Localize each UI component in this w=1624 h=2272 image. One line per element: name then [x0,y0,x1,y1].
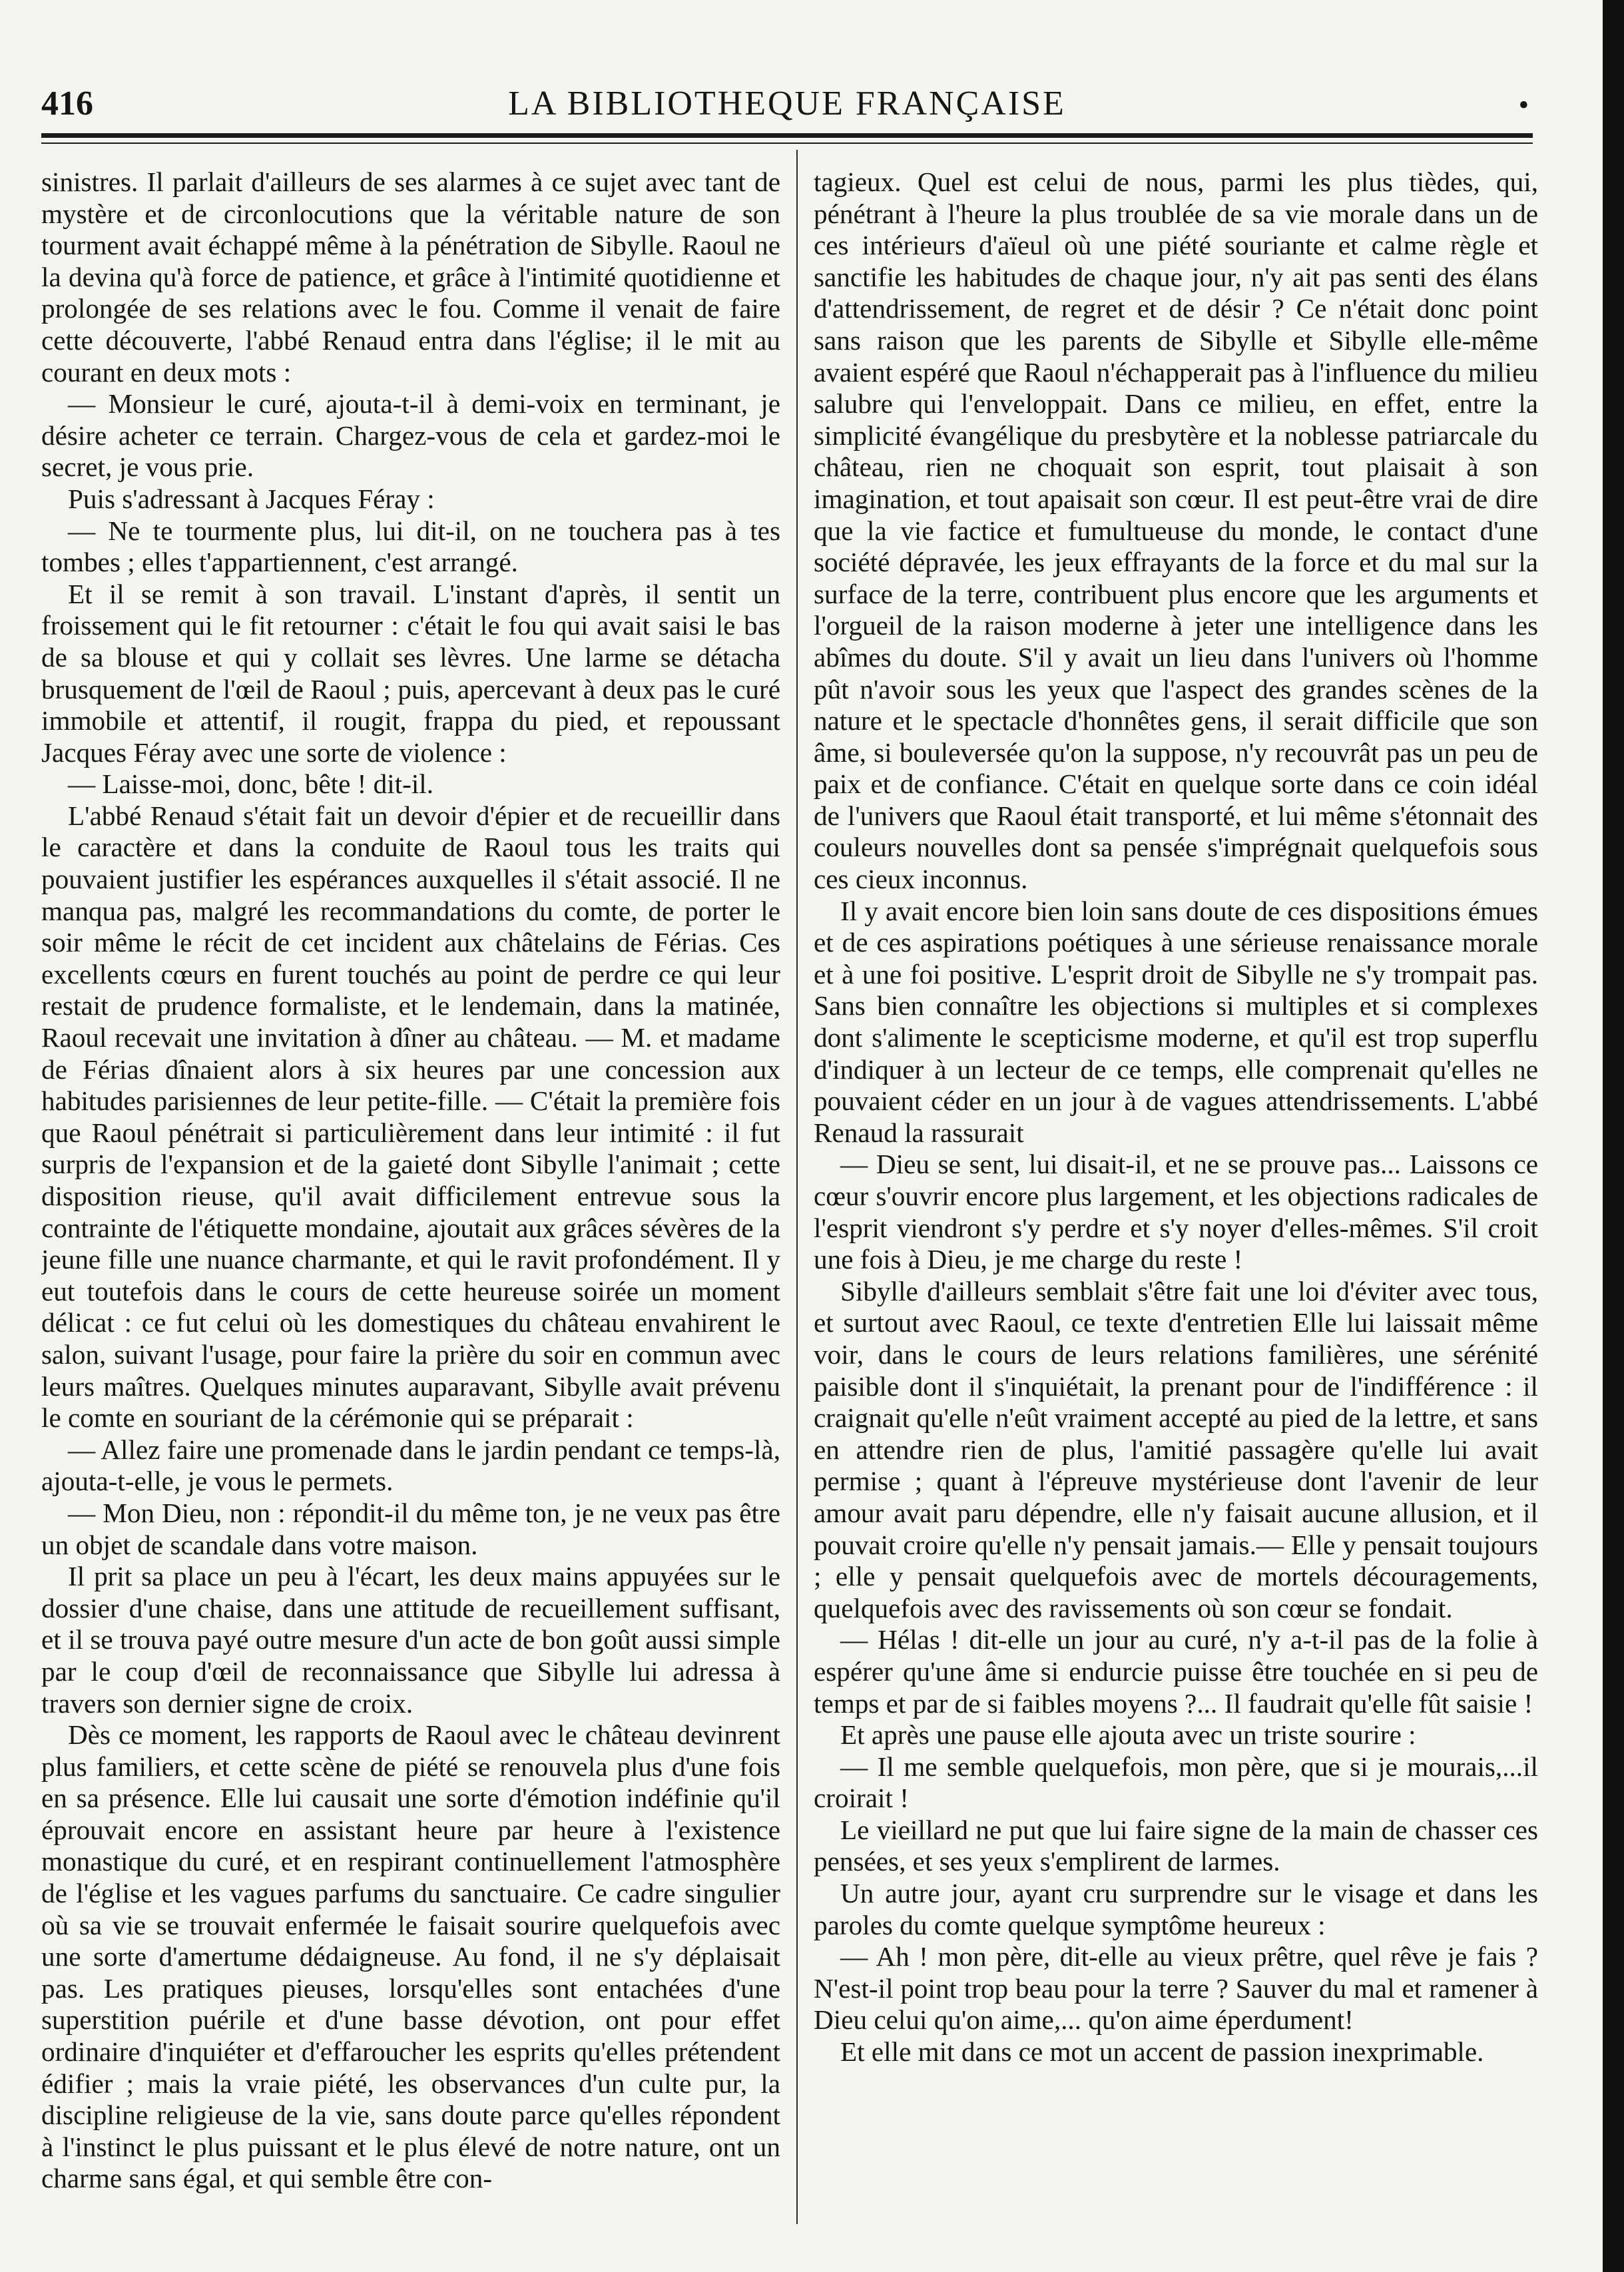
paragraph: L'abbé Renaud s'était fait un devoir d'épier et de recueillir dans le caractère et dans la conduite de Raoul tous les traits qui pouvaient justifier les espérances auxquelles il s'était associé. Il ne manqua pas, malgré les recommandations du comte, de porter le soir même le récit de cet incident aux châtelains de Férias. Ces excellents cœurs en furent touchés au point de perdre ce qui leur restait de prudence formaliste, et le lendemain, dans la matinée, Raoul recevait une invitation à dîner au château. — M. et madame de Férias dînaient alors à six heures par une concession aux habitudes parisiennes de leur petite-fille. — C'était la première fois que Raoul pénétrait si particulièrement dans leur intimité : il fut surpris de l'expansion et de la gaieté dont Sibylle l'animait ; cette disposition rieuse, qu'il avait difficilement entrevue sous la contrainte de l'étiquette mondaine, ajoutait aux grâces sévères de la jeune fille une nuance charmante, et qui le ravit profondément. Il y eut toutefois dans le cours de cette heureuse soirée un moment délicat : ce fut celui où les domestiques du château envahirent le salon, suivant l'usage, pour faire la prière du soir en commun avec leurs maîtres. Quelques minutes auparavant, Sibylle avait prévenu le comte en souriant de la cérémonie qui se préparait : [41,800,780,1434]
paragraph: — Monsieur le curé, ajouta-t-il à demi-voix en terminant, je désire acheter ce terrain. Chargez-vous de cela et gardez-moi le secret, je vous prie. [41,388,780,483]
paragraph: Il y avait encore bien loin sans doute de ces dispositions émues et de ces aspirations poétiques à une sérieuse renaissance morale et à une foi positive. L'esprit droit de Sibylle ne s'y trompait pas. Sans bien connaître les objections si multiples et si complexes dont s'alimente le scepticisme moderne, et qu'il est trop superflu d'indiquer à un lecteur de ce temps, elle comprenait qu'elles ne pouvaient céder en un jour à de vagues attendrissements. L'abbé Renaud la rassurait [814,895,1538,1148]
paragraph: Dès ce moment, les rapports de Raoul avec le château devinrent plus familiers, et cette scène de piété se renouvela plus d'une fois en sa présence. Elle lui causait une sorte d'émotion indéfinie qu'il éprouvait encore en assistant heure par heure à l'existence monastique du curé, et en respirant continuellement l'atmosphère de l'église et les vagues parfums du sanctuaire. Ce cadre singulier où sa vie se trouvait enfermée le faisait sourire quelquefois avec une sorte d'amertume dédaigneuse. Au fond, il ne s'y déplaisait pas. Les pratiques pieuses, lorsqu'elles sont entachées d'une superstition puérile et d'une basse dévotion, ont pour effet ordinaire d'inquiéter et d'effaroucher les esprits qu'elles prétendent édifier ; mais la vraie piété, les observances d'un culte pur, la discipline religieuse de la vie, sans doute parce qu'elles répondent à l'instinct le plus puissant et le plus élevé de notre nature, ont un charme sans égal, et qui semble être con- [41,1719,780,2194]
paragraph: Et après une pause elle ajouta avec un triste sourire : [840,1719,1416,1751]
paragraph: Il prit sa place un peu à l'écart, les deux mains appuyées sur le dossier d'une chaise, dans une attitude de recueillement suffisant, et il se trouva payé outre mesure d'un acte de bon goût aussi simple par le coup d'œil de reconnaissance que Sibylle lui adressa à travers son dernier signe de croix. [41,1561,780,1719]
left-column [41,166,780,2224]
paragraph: Sibylle d'ailleurs semblait s'être fait une loi d'éviter avec tous, et surtout avec Raoul, ce texte d'entretien Elle lui laissait même voir, dans le cours de leurs relations familières, une sérénité paisible dont il s'inquiétait, la prenant pour de l'indifférence : il craignait qu'elle n'eût vraiment accepté au pied de la lettre, et sans en attendre rien de plus, l'amitié passagère qu'elle lui avait permise ; quant à l'épreuve mystérieuse dont l'avenir de leur amour avait paru dépendre, elle n'y faisait aucune allusion, et il pouvait croire qu'elle n'y pensait jamais.— Elle y pensait toujours ; elle y pensait quelquefois avec de mortels découragements, quelquefois avec des ravissements où son cœur se fondait. [814,1275,1538,1623]
paragraph: sinistres. Il parlait d'ailleurs de ses alarmes à ce sujet avec tant de mystère et de circonlocutions que la véritable nature de son tourment avait échappé même à la pénétration de Sibylle. Raoul ne la devina qu'à force de patience, et grâce à l'intimité quotidienne et prolongée de ses relations avec le fou. Comme il venait de faire cette découverte, l'abbé Renaud entra dans l'église; il le mit au courant en deux mots : [41,166,780,388]
paragraph: Le vieillard ne put que lui faire signe de la main de chasser ces pensées, et ses yeux s'emplirent de larmes. [814,1814,1538,1877]
paragraph: Et il se remit à son travail. L'instant d'après, il sentit un froissement qui le fit retourner : c'était le fou qui avait saisi le bas de sa blouse et qui y collait ses lèvres. Une larme se détacha brusquement de l'œil de Raoul ; puis, apercevant à deux pas le curé immobile et attentif, il rougit, frappa du pied, et repoussant Jacques Féray avec une sorte de violence : [41,578,780,768]
paragraph: — Laisse-moi, donc, bête ! dit-il. [68,768,434,800]
paragraph: tagieux. Quel est celui de nous, parmi les plus tièdes, qui, pénétrant à l'heure la plus troublée de sa vie morale dans un de ces intérieurs d'aïeul où une piété souriante et calme règle et sanctifie les habitudes de chaque jour, n'y ait pas senti des élans d'attendrissement, de regret et de désir ? Ce n'était donc point sans raison que les parents de Sibylle et Sibylle elle-même avaient espéré que Raoul n'échapperait pas à l'influence du milieu salubre qui l'enveloppait. Dans ce milieu, en effet, entre la simplicité évangélique du presbytère et la noblesse patriarcale du château, rien ne choquait son esprit, tout plaisait à son imagination, et tout apaisait son cœur. Il est peut-être vrai de dire que la vie factice et fumultueuse du monde, le contact d'une société dépravée, les jeux effrayants de la force et du mal sur la surface de la terre, contribuent plus encore que les arguments et l'orgueil de la raison moderne à jeter une intelligence dans les abîmes du doute. S'il y avait un lieu dans l'univers où l'homme pût n'avoir sous les yeux que l'aspect des grandes scènes de la nature et le spectacle d'honnêtes gens, il serait difficile que son âme, si bouleversée qu'on la suppose, n'y recouvrât pas un peu de paix et de confiance. C'était en quelque sorte dans ce coin idéal de l'univers que Raoul était transporté, et lui même s'étonnait des couleurs nouvelles dont sa pensée s'imprégnait quelquefois sous ces cieux inconnus. [814,166,1538,895]
running-title: LA BIBLIOTHEQUE FRANÇAISE [508,85,1066,123]
right-column [814,166,1538,2224]
paragraph: — Ah ! mon père, dit-elle au vieux prêtre, quel rêve je fais ? N'est-il point trop beau pour la terre ? Sauver du mal et ramener à Dieu celui qu'on aime,... qu'on aime éperdument! [814,1941,1538,2036]
paragraph: Un autre jour, ayant cru surprendre sur le visage et dans les paroles du comte quelque symptôme heureux : [814,1878,1538,1940]
page-number: 416 [41,85,93,123]
paragraph: — Ne te tourmente plus, lui dit-il, on ne touchera pas à tes tombes ; elles t'appartiennent, c'est arrangé. [41,515,780,578]
header-ornament: • [1518,89,1529,121]
header-rule-thin [41,142,1533,144]
paragraph: — Dieu se sent, lui disait-il, et ne se prouve pas... Laissons ce cœur s'ouvrir encore plus largement, et les objections radicales de l'esprit viendront s'y perdre et s'y noyer d'elles-mêmes. S'il croit une fois à Dieu, je me charge du reste ! [814,1149,1538,1275]
paragraph: Puis s'adressant à Jacques Féray : [68,483,435,514]
paragraph: — Mon Dieu, non : répondit-il du même ton, je ne veux pas être un objet de scandale dans votre maison. [41,1497,780,1560]
header-rule [41,133,1533,138]
column-divider [796,150,798,2224]
page-edge-shadow [1603,0,1624,2272]
paragraph: — Hélas ! dit-elle un jour au curé, n'y a-t-il pas de la folie à espérer qu'une âme si endurcie puisse être touchée en si peu de temps et par de si faibles moyens ?... Il faudrait qu'elle fût saisie ! [814,1624,1538,1719]
paragraph: — Il me semble quelquefois, mon père, que si je mourais,...il croirait ! [814,1751,1538,1814]
page-header [41,79,1533,132]
paragraph: — Allez faire une promenade dans le jardin pendant ce temps-là, ajouta-t-elle, je vous le permets. [41,1434,780,1497]
paragraph: Et elle mit dans ce mot un accent de passion inexprimable. [840,2036,1484,2068]
